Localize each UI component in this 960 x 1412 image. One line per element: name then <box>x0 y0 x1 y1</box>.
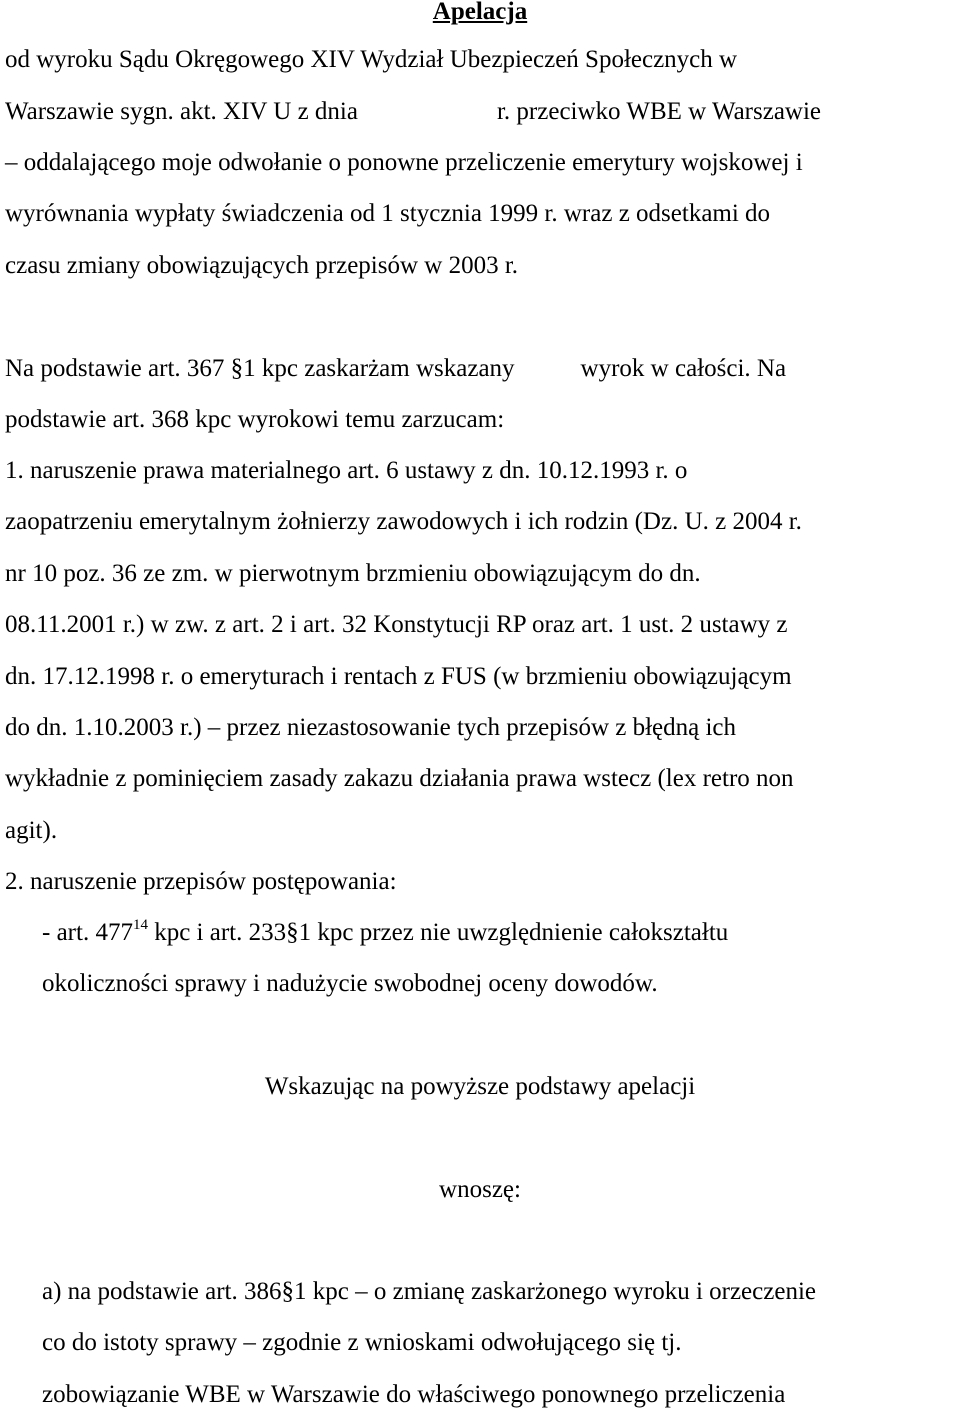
charge2-item-a-line-2: okoliczności sprawy i nadużycie swobodnej oceny dowodów. <box>42 970 658 997</box>
header-line-2 <box>5 97 821 127</box>
charge1-line: nr 10 poz. 36 ze zm. w pierwotnym brzmieniu obowiązującym do dn. <box>5 560 701 587</box>
charge2-item-a-rest: kpc i art. 233§1 kpc przez nie uwzględnienie całokształtu <box>147 919 729 946</box>
charge1-line: zaopatrzeniu emerytalnym żołnierzy zawodowych i ich rodzin (Dz. U. z 2004 r. <box>5 508 802 535</box>
header-line-1: od wyroku Sądu Okręgowego XIV Wydział Ubezpieczeń Społecznych w <box>5 46 738 73</box>
request-a-line: co do istoty sprawy – zgodnie z wnioskami odwołującego się tj. <box>42 1329 682 1356</box>
request-a-line: a) na podstawie art. 386§1 kpc – o zmianę zaskarżonego wyroku i orzeczenie <box>42 1278 816 1305</box>
header-line-5: czasu zmiany obowiązujących przepisów w 2003 r. <box>5 252 519 279</box>
document-title: Apelacja <box>432 0 528 25</box>
charge1-line: wykładnie z pominięciem zasady zakazu działania prawa wstecz (lex retro non <box>5 765 794 792</box>
header-line-2-part-a: Warszawie sygn. akt. XIV U z dnia <box>5 98 358 125</box>
charge1-line: dn. 17.12.1998 r. o emeryturach i rentach z FUS (w brzmieniu obowiązującym <box>5 663 792 690</box>
basis-line-1-part-b: wyrok w całości. Na <box>580 355 787 382</box>
basis-line-1 <box>5 354 786 384</box>
conclusion-line-2: wnoszę: <box>439 1176 521 1203</box>
basis-line-2: podstawie art. 368 kpc wyrokowi temu zarzucam: <box>5 406 505 433</box>
basis-line-1-part-a: Na podstawie art. 367 §1 kpc zaskarżam wskazany <box>5 355 515 382</box>
charge2-item-a-prefix: - art. 477 <box>42 919 133 946</box>
charge1-line: 08.11.2001 r.) w zw. z art. 2 i art. 32 Konstytucji RP oraz art. 1 ust. 2 ustawy z <box>5 611 788 638</box>
header-line-4: wyrównania wypłaty świadczenia od 1 stycznia 1999 r. wraz z odsetkami do <box>5 200 771 227</box>
conclusion-line-1: Wskazując na powyższe podstawy apelacji <box>264 1073 696 1100</box>
charge2-item-a-superscript: 14 <box>132 917 148 933</box>
header-line-3: – oddalającego moje odwołanie o ponowne przeliczenie emerytury wojskowej i <box>5 149 803 176</box>
charge2-item-a <box>42 918 728 951</box>
charge1-line: 1. naruszenie prawa materialnego art. 6 ustawy z dn. 10.12.1993 r. o <box>5 457 688 484</box>
charge1-line: agit). <box>5 817 58 844</box>
charge1-line: do dn. 1.10.2003 r.) – przez niezastosowanie tych przepisów z błędną ich <box>5 714 737 741</box>
charge2-heading: 2. naruszenie przepisów postępowania: <box>5 868 397 895</box>
request-a-line: zobowiązanie WBE w Warszawie do właściwego ponownego przeliczenia <box>42 1381 786 1408</box>
header-line-2-part-b: r. przeciwko WBE w Warszawie <box>496 98 822 125</box>
